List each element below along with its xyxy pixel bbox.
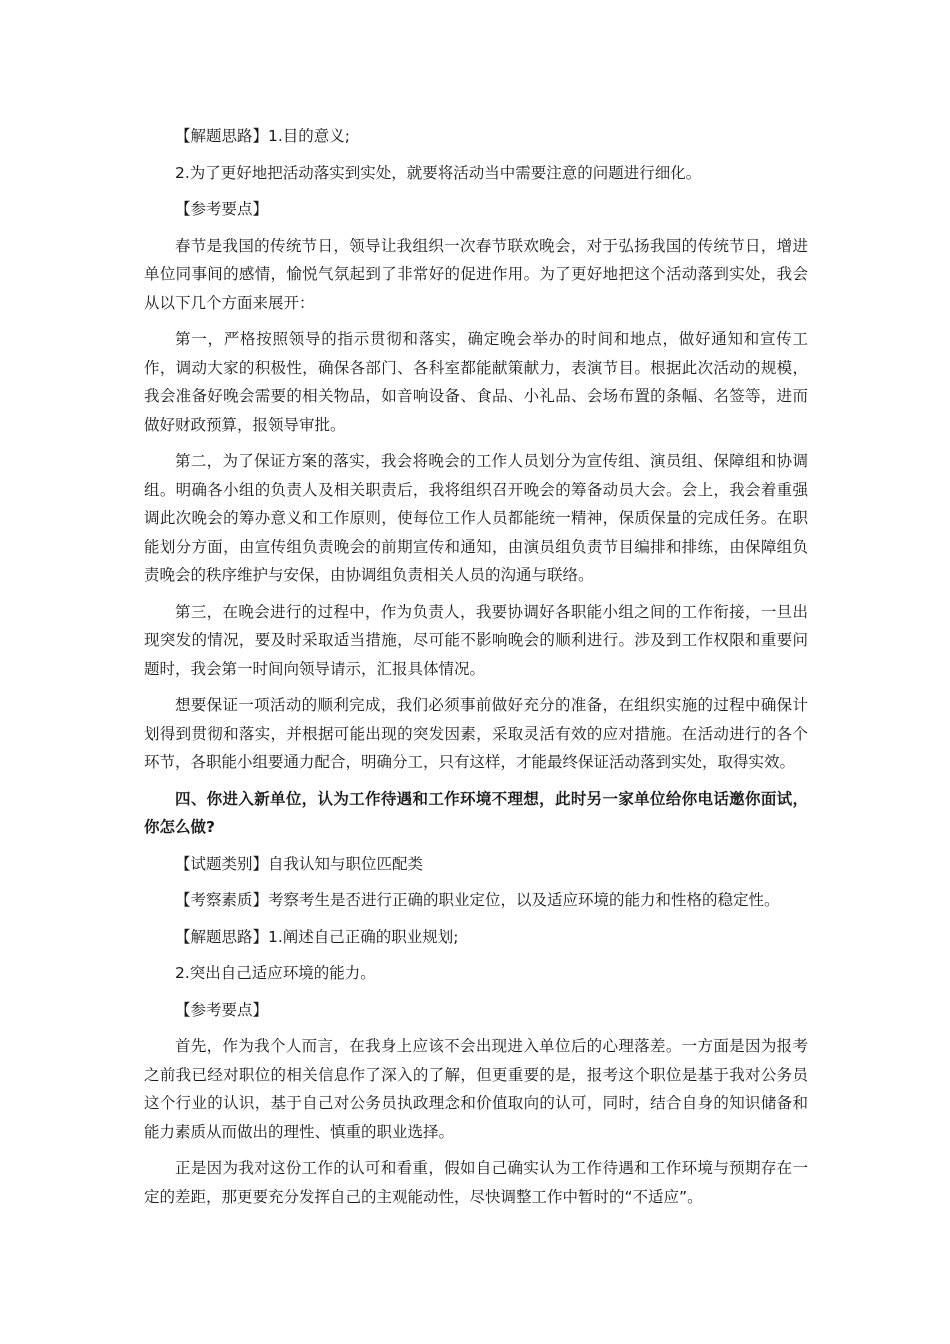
paragraph-reference-points-label: 【参考要点】 <box>175 200 269 218</box>
paragraph-third: 第三，在晚会进行的过程中，作为负责人，我要协调好各职能小组之间的工作衔接，一旦出现突发的情况，要及时采取适当措施，尽可能不影响晚会的顺利进行。涉及到工作权限和重要问题时，我会第一时间向领导请示，汇报具体情况。 <box>144 602 808 678</box>
paragraph-second: 第二，为了保证方案的落实，我会将晚会的工作人员划分为宣传组、演员组、保障组和协调组。明确各小组的负责人及相关职责后，我将组织召开晚会的筹备动员大会。会上，我会着重强调此次晚会的筹办意义和工作原则，使每位工作人员都能统一精神，保质保量的完成任务。在职能划分方面，由宣传组负责晚会的前期宣传和通知，由演员组负责节目编排和排练，由保障组负责晚会的秩序维护与安保，由协调组负责相关人员的沟通与联络。 <box>144 452 808 584</box>
paragraph-firstly: 首先，作为我个人而言，在我身上应该不会出现进入单位后的心理落差。一方面是因为报考之前我已经对职位的相关信息作了深入的了解，但更重要的是，报考这个职位是基于我对公务员这个行业的认识，基于自己对公务员执政理念和价值取向的认可，同时，结合自身的知识储备和能力素质从而做出的理性、慎重的职业选择。 <box>144 1037 808 1141</box>
document-page <box>144 122 808 1219</box>
paragraph-question-category: 【试题类别】自我认知与职位匹配类 <box>175 854 424 873</box>
paragraph-because: 正是因为我对这份工作的认可和看重，假如自己确实认为工作待遇和工作环境与预期存在一定的差距，那更要充分发挥自己的主观能动性，尽快调整工作中暂时的“不适应”。 <box>144 1159 808 1206</box>
paragraph-intro: 春节是我国的传统节日，领导让我组织一次春节联欢晚会，对于弘扬我国的传统节日，增进单位同事间的感情，愉悦气氛起到了非常好的促进作用。为了更好地把这个活动落到实处，我会从以下几个方面来展开： <box>144 236 808 312</box>
paragraph-examined-quality: 【考察素质】考察考生是否进行正确的职业定位，以及适应环境的能力和性格的稳定性。 <box>175 891 780 909</box>
paragraph-solution-idea-2: 2.为了更好地把活动落实到实处，就要将活动当中需要注意的问题进行细化。 <box>175 163 702 182</box>
paragraph-first: 第一，严格按照领导的指示贯彻和落实，确定晚会举办的时间和地点，做好通知和宣传工作，调动大家的积极性，确保各部门、各科室都能献策献力，表演节目。根据此次活动的规模，我会准备好晚会需要的相关物品，如音响设备、食品、小礼品、会场布置的条幅、名签等，进而做好财政预算，报领导审批。 <box>144 330 808 434</box>
paragraph-solution-idea-1: 【解题思路】1.目的意义; <box>175 127 351 145</box>
paragraph-reference-points-label-q4: 【参考要点】 <box>175 1000 269 1019</box>
paragraph-solution-idea-q4-2: 2.突出自己适应环境的能力。 <box>175 964 376 982</box>
question-heading-four: 四、你进入新单位，认为工作待遇和工作环境不理想，此时另一家单位给你电话邀你面试，你怎么做? <box>144 789 808 836</box>
paragraph-conclusion: 想要保证一项活动的顺利完成，我们必须事前做好充分的准备，在组织实施的过程中确保计划得到贯彻和落实，并根据可能出现的突发因素，采取灵活有效的应对措施。在活动进行的各个环节，各职能小组要通力配合，明确分工，只有这样，才能最终保证活动落到实处，取得实效。 <box>144 696 808 771</box>
paragraph-solution-idea-q4-1: 【解题思路】1.阐述自己正确的职业规划; <box>175 927 459 946</box>
